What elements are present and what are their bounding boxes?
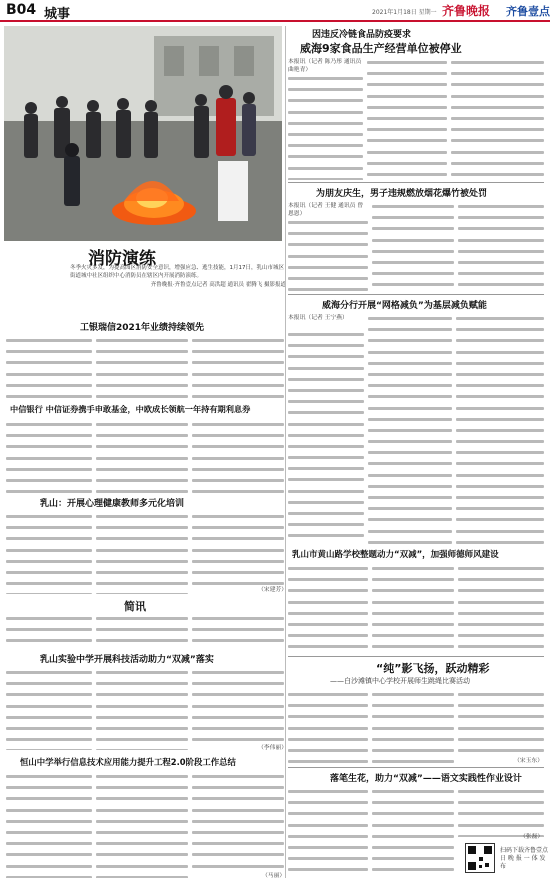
body-a6-col3 [192, 512, 284, 586]
tail-credit-a6: （宋建芳） [258, 587, 287, 593]
body-a4-col1 [6, 336, 92, 402]
body-a3-col3 [456, 314, 544, 545]
photo-credit: 齐鲁晚报·齐鲁壹点记者 高洪超 通讯员 翟腾飞 摄影报道 [150, 282, 286, 288]
photo-title: 消防演练 [88, 249, 156, 269]
headline-a8: 简讯 [124, 600, 146, 613]
body-a8-col2 [96, 614, 188, 648]
masthead [0, 0, 550, 22]
body-a11-col3 [458, 787, 544, 837]
body-a6-col2 [96, 512, 188, 594]
divider [288, 294, 544, 295]
body-a12-col1 [6, 772, 92, 878]
body-a7-col1 [288, 564, 368, 654]
photo-illustration [4, 26, 282, 241]
body-a4-col3 [192, 336, 284, 402]
tail-credit-a9: （李伟丽） [258, 745, 287, 751]
divider [288, 182, 544, 183]
qr-label-sub: 日 晚 报 一 体 发 布 [500, 855, 546, 870]
byline-a3: 本报讯（记者 王宁燕） [288, 315, 348, 321]
body-a3-col1 [288, 330, 364, 545]
headline-a10: “纯”影飞扬，跃动精彩 [376, 662, 490, 675]
fire-drill-photo [4, 26, 282, 241]
headline-a5: 中信银行 中信证券携手申敢基金，中欧成长领航一年持有期利息券 [10, 404, 251, 414]
page-code: B04 [6, 2, 37, 18]
body-a7-col3 [458, 564, 544, 654]
body-a1-col1 [288, 74, 363, 180]
headline-a4: 工银瑞信2021年业绩持续领先 [80, 323, 205, 333]
headline-a3: 威海分行开展“网格减负”为基层减负赋能 [322, 301, 487, 311]
body-a5-col3 [192, 420, 284, 494]
body-a10-col3 [458, 690, 544, 756]
qr-label [500, 847, 550, 871]
qr-code-icon[interactable] [465, 843, 495, 873]
body-a5-col2 [96, 420, 188, 494]
body-a11-col1 [288, 787, 368, 877]
tail-credit-a11: （张磊） [520, 834, 544, 840]
body-a5-col1 [6, 420, 92, 494]
column-divider [285, 26, 286, 878]
tail-credit-a12: （马丽） [262, 873, 286, 879]
body-a8-col3 [192, 614, 284, 648]
body-a9-col1 [6, 668, 92, 750]
qr-label-title: 扫码下载齐鲁壹点 [500, 847, 549, 854]
body-a6-col1 [6, 512, 92, 594]
body-a12-col3 [192, 772, 284, 870]
body-a3-col2 [368, 314, 452, 545]
body-a4-col2 [96, 336, 188, 402]
body-a1-col3 [451, 58, 544, 180]
photo-caption-text: 冬季火灾多发，为提高园区消防安全意识，增强应急、逃生技能，1月17日，乳山市城区街道城中社区组织中心消防员在辖区内开展消防演练。 [70, 265, 285, 279]
tail-credit-a10: （宋玉东） [514, 758, 543, 764]
headline-a7: 乳山市黄山路学校整题动力“双减”，加强师德师风建设 [292, 550, 499, 560]
body-a9-col2 [96, 668, 188, 750]
headline-a9: 乳山实验中学开展科技活动助力“双减”落实 [40, 655, 214, 665]
divider [288, 656, 544, 657]
photo-caption [70, 265, 286, 290]
headline-a12: 恒山中学举行信息技术应用能力提升工程2.0阶段工作总结 [20, 757, 236, 767]
headline-a11: 落笔生花，助力“双减”——语文实践性作业设计 [330, 774, 522, 784]
byline-a1: 本报讯（记者 陈乃彤 通讯员 曲艳青） [288, 59, 362, 73]
headline-a2: 为朋友庆生，男子违规燃放烟花爆竹被处罚 [316, 189, 488, 199]
body-a1-col2 [367, 58, 447, 180]
brand-sub-logo: 齐鲁壹点 [506, 5, 550, 18]
body-a2-col3 [458, 202, 544, 292]
body-a2-col1 [288, 218, 368, 292]
body-a10-col2 [372, 690, 454, 764]
headline-a1: 因违反冷链食品防疫要求 [312, 30, 412, 40]
headline-a6: 乳山：开展心理健康教师多元化培训 [40, 499, 185, 509]
body-a8-col1 [6, 614, 92, 648]
body-a12-col2 [96, 772, 188, 878]
body-a10-col1 [288, 690, 368, 764]
brand-logo: 齐鲁晚报 [442, 4, 491, 18]
divider [288, 767, 544, 768]
body-a9-col3 [192, 668, 284, 742]
section-name: 城事 [44, 7, 71, 22]
body-a11-col2 [372, 787, 454, 877]
body-a7-col2 [372, 564, 454, 654]
dateline: 2021年1月18日 星期一 [372, 9, 437, 16]
body-a2-col2 [372, 202, 454, 292]
subhead-a10: ——白沙滩镇中心学校开展师生跳绳比赛活动 [330, 677, 470, 685]
byline-a2: 本报讯（记者 王健 通讯员 曾恩恩） [288, 203, 364, 217]
subhead-a1: 威海9家食品生产经营单位被停业 [300, 42, 462, 55]
